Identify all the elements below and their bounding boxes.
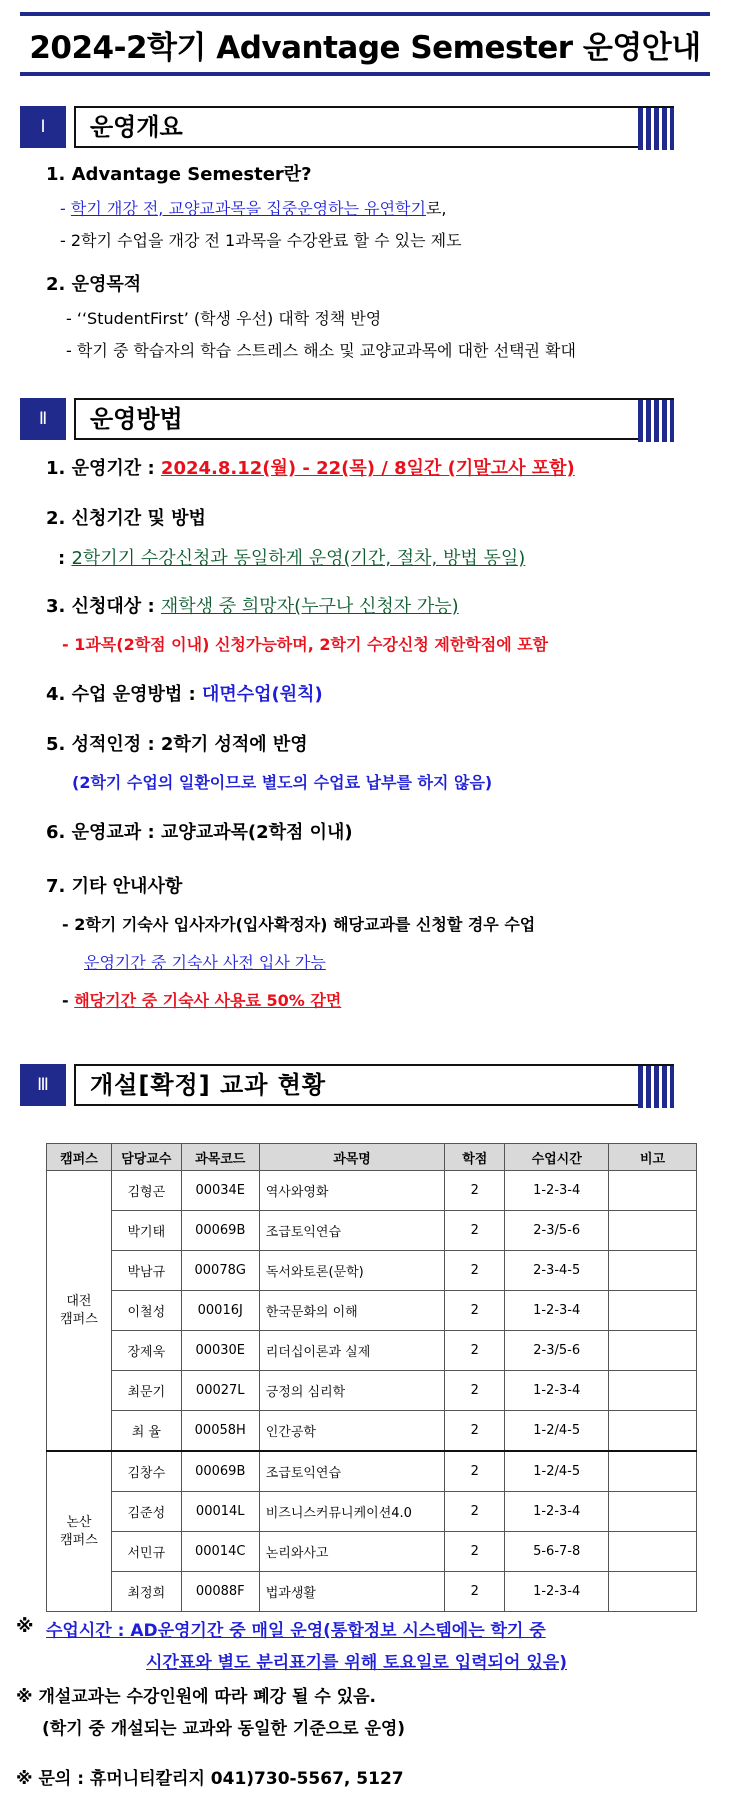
col-header: 담당교수 (111, 1144, 181, 1171)
overview-q1-definition: 학기 개강 전, 교양교과목을 집중운영하는 유연학기 (70, 199, 426, 218)
method-apply-label: 2. 신청기간 및 방법 (46, 508, 206, 529)
method-etc-a: - 2학기 기숙사 입사자가(입사확정자) 해당교과를 신청할 경우 수업 (62, 915, 536, 934)
col-header: 비고 (609, 1144, 697, 1171)
remark-cell (609, 1411, 697, 1452)
course-name-cell: 긍정의 심리학 (259, 1371, 445, 1411)
table-row (47, 1171, 697, 1211)
course-name-cell: 독서와토론(문학) (259, 1251, 445, 1291)
table-row (47, 1291, 697, 1331)
section-stripes (638, 400, 674, 442)
method-grade: 5. 성적인정 : 2학기 성적에 반영 (46, 734, 308, 755)
note-class-time-a: 수업시간 : AD운영기간 중 매일 운영(통합정보 시스템에는 학기 중 (46, 1621, 546, 1641)
course-table-body (47, 1171, 697, 1612)
course-code-cell: 00078G (181, 1251, 259, 1291)
table-row (47, 1251, 697, 1291)
table-row (47, 1371, 697, 1411)
course-code-cell: 00014C (181, 1532, 259, 1572)
course-code-cell: 00014L (181, 1492, 259, 1532)
method-delivery-value: 대면수업(원칙) (201, 684, 323, 705)
dash: - (60, 199, 71, 218)
section-stripes (638, 1066, 674, 1108)
col-header: 학점 (445, 1144, 505, 1171)
remark-cell (609, 1572, 697, 1612)
section-number: Ⅲ (20, 1064, 66, 1106)
professor-cell: 김준성 (111, 1492, 181, 1532)
method-delivery-label: 4. 수업 운영방법 : (46, 684, 202, 705)
col-header: 과목코드 (181, 1144, 259, 1171)
class-time-cell: 5-6-7-8 (505, 1532, 609, 1572)
table-header-row (47, 1144, 697, 1171)
course-name-cell: 법과생활 (259, 1572, 445, 1612)
class-time-cell: 1-2/4-5 (505, 1411, 609, 1452)
credit-cell: 2 (445, 1371, 505, 1411)
overview-q1-line-b: - 2학기 수업을 개강 전 1과목을 수강완료 할 수 있는 제도 (60, 231, 462, 250)
section-title-box (74, 1064, 674, 1106)
credit-cell: 2 (445, 1492, 505, 1532)
credit-cell: 2 (445, 1411, 505, 1452)
method-period-label: 1. 운영기간 : (46, 458, 161, 479)
remark-cell (609, 1251, 697, 1291)
credit-cell: 2 (445, 1451, 505, 1492)
professor-cell: 최 율 (111, 1411, 181, 1452)
dash: - (62, 991, 75, 1010)
section-number: Ⅱ (20, 398, 66, 440)
section-title: 개설[확정] 교과 현황 (90, 1071, 327, 1099)
table-row (47, 1572, 697, 1612)
section-title-box (74, 398, 674, 440)
credit-cell: 2 (445, 1171, 505, 1211)
campus-cell: 대전 캠퍼스 (47, 1171, 112, 1452)
class-time-cell: 1-2-3-4 (505, 1291, 609, 1331)
table-row (47, 1331, 697, 1371)
section-header-courses (20, 1064, 710, 1106)
course-name-cell: 역사와영화 (259, 1171, 445, 1211)
method-period (46, 454, 575, 480)
title-underline (20, 72, 710, 76)
class-time-cell: 2-3/5-6 (505, 1211, 609, 1251)
credit-cell: 2 (445, 1331, 505, 1371)
method-target-value: 재학생 중 희망자(누구나 신청자 가능) (160, 596, 459, 617)
remark-cell (609, 1171, 697, 1211)
course-name-cell: 조급토익연습 (259, 1451, 445, 1492)
method-grade-note: (2학기 수업의 일환이므로 별도의 수업료 납부를 하지 않음) (72, 773, 493, 792)
course-code-cell: 00058H (181, 1411, 259, 1452)
method-etc-b-value: 해당기간 중 기숙사 사용료 50% 감면 (74, 991, 342, 1010)
class-time-cell: 1-2-3-4 (505, 1171, 609, 1211)
course-code-cell: 00069B (181, 1451, 259, 1492)
professor-cell: 이철성 (111, 1291, 181, 1331)
colon: : (58, 548, 72, 569)
credit-cell: 2 (445, 1211, 505, 1251)
course-code-cell: 00069B (181, 1211, 259, 1251)
overview-q2-line-b: - 학기 중 학습자의 학습 스트레스 해소 및 교양교과목에 대한 선택권 확대 (66, 341, 576, 360)
remark-cell (609, 1291, 697, 1331)
course-code-cell: 00034E (181, 1171, 259, 1211)
note-contact: ※ 문의 : 휴머니티칼리지 041)730-5567, 5127 (16, 1769, 404, 1789)
professor-cell: 서민규 (111, 1532, 181, 1572)
col-header: 수업시간 (505, 1144, 609, 1171)
class-time-cell: 2-3/5-6 (505, 1331, 609, 1371)
col-header: 과목명 (259, 1144, 445, 1171)
method-target-label: 3. 신청대상 : (46, 596, 161, 617)
professor-cell: 박기태 (111, 1211, 181, 1251)
class-time-cell: 1-2-3-4 (505, 1371, 609, 1411)
professor-cell: 김창수 (111, 1451, 181, 1492)
note-mark: ※ (16, 1616, 34, 1637)
note-cancel: ※ 개설교과는 수강인원에 따라 폐강 될 수 있음. (16, 1687, 377, 1707)
section-number: Ⅰ (20, 106, 66, 148)
course-table (46, 1143, 697, 1612)
col-header: 캠퍼스 (47, 1144, 112, 1171)
method-period-value: 2024.8.12(월) - 22(목) / 8일간 (기말고사 포함) (160, 458, 575, 479)
class-time-cell: 1-2-3-4 (505, 1572, 609, 1612)
campus-cell: 논산 캠퍼스 (47, 1451, 112, 1612)
remark-cell (609, 1211, 697, 1251)
table-row (47, 1451, 697, 1492)
credit-cell: 2 (445, 1291, 505, 1331)
section-stripes (638, 108, 674, 150)
course-code-cell: 00016J (181, 1291, 259, 1331)
section-title-box (74, 106, 674, 148)
credit-cell: 2 (445, 1572, 505, 1612)
section-title: 운영개요 (90, 113, 183, 141)
method-courses: 6. 운영교과 : 교양교과목(2학점 이내) (46, 822, 353, 843)
course-name-cell: 한국문화의 이해 (259, 1291, 445, 1331)
method-target (46, 592, 459, 618)
course-name-cell: 인간공학 (259, 1411, 445, 1452)
method-delivery (46, 680, 323, 706)
method-apply (58, 544, 525, 570)
overview-q2: 2. 운영목적 (46, 274, 142, 295)
method-apply-value: 2학기기 수강신청과 동일하게 운영(기간, 절차, 방법 동일) (71, 548, 526, 569)
table-row (47, 1532, 697, 1572)
professor-cell: 최문기 (111, 1371, 181, 1411)
professor-cell: 장제욱 (111, 1331, 181, 1371)
credit-cell: 2 (445, 1532, 505, 1572)
remark-cell (609, 1451, 697, 1492)
method-etc-a2: 운영기간 중 기숙사 사전 입사 가능 (84, 953, 326, 972)
section-title: 운영방법 (90, 405, 183, 433)
course-name-cell: 리더십이론과 실제 (259, 1331, 445, 1371)
table-row (47, 1492, 697, 1532)
class-time-cell: 1-2-3-4 (505, 1492, 609, 1532)
remark-cell (609, 1492, 697, 1532)
remark-cell (609, 1331, 697, 1371)
method-etc-b (62, 988, 341, 1011)
remark-cell (609, 1371, 697, 1411)
section-header-method (20, 398, 710, 440)
course-code-cell: 00030E (181, 1331, 259, 1371)
top-rule (20, 12, 710, 16)
class-time-cell: 2-3-4-5 (505, 1251, 609, 1291)
credit-cell: 2 (445, 1251, 505, 1291)
class-time-cell: 1-2/4-5 (505, 1451, 609, 1492)
overview-q1-tail: 로, (425, 199, 447, 218)
course-code-cell: 00027L (181, 1371, 259, 1411)
method-etc: 7. 기타 안내사항 (46, 876, 183, 897)
overview-q1: 1. Advantage Semester란? (46, 164, 312, 185)
professor-cell: 최정희 (111, 1572, 181, 1612)
course-name-cell: 비즈니스커뮤니케이션4.0 (259, 1492, 445, 1532)
page-title: 2024-2학기 Advantage Semester 운영안내 (29, 30, 701, 66)
remark-cell (609, 1532, 697, 1572)
professor-cell: 박남규 (111, 1251, 181, 1291)
note-class-time-b: 시간표와 별도 분리표기를 위해 토요일로 입력되어 있음) (146, 1653, 567, 1673)
section-header-overview (20, 106, 710, 148)
overview-q1-line-a (60, 196, 447, 219)
course-name-cell: 논리와사고 (259, 1532, 445, 1572)
table-row (47, 1411, 697, 1452)
course-name-cell: 조급토익연습 (259, 1211, 445, 1251)
professor-cell: 김형곤 (111, 1171, 181, 1211)
overview-q2-line-a: - ‘‘StudentFirst’ (학생 우선) 대학 정책 반영 (66, 309, 382, 328)
note-cancel-detail: (학기 중 개설되는 교과와 동일한 기준으로 운영) (42, 1719, 406, 1739)
table-row (47, 1211, 697, 1251)
course-code-cell: 00088F (181, 1572, 259, 1612)
method-target-note: - 1과목(2학점 이내) 신청가능하며, 2학기 수강신청 제한학점에 포함 (62, 635, 549, 654)
